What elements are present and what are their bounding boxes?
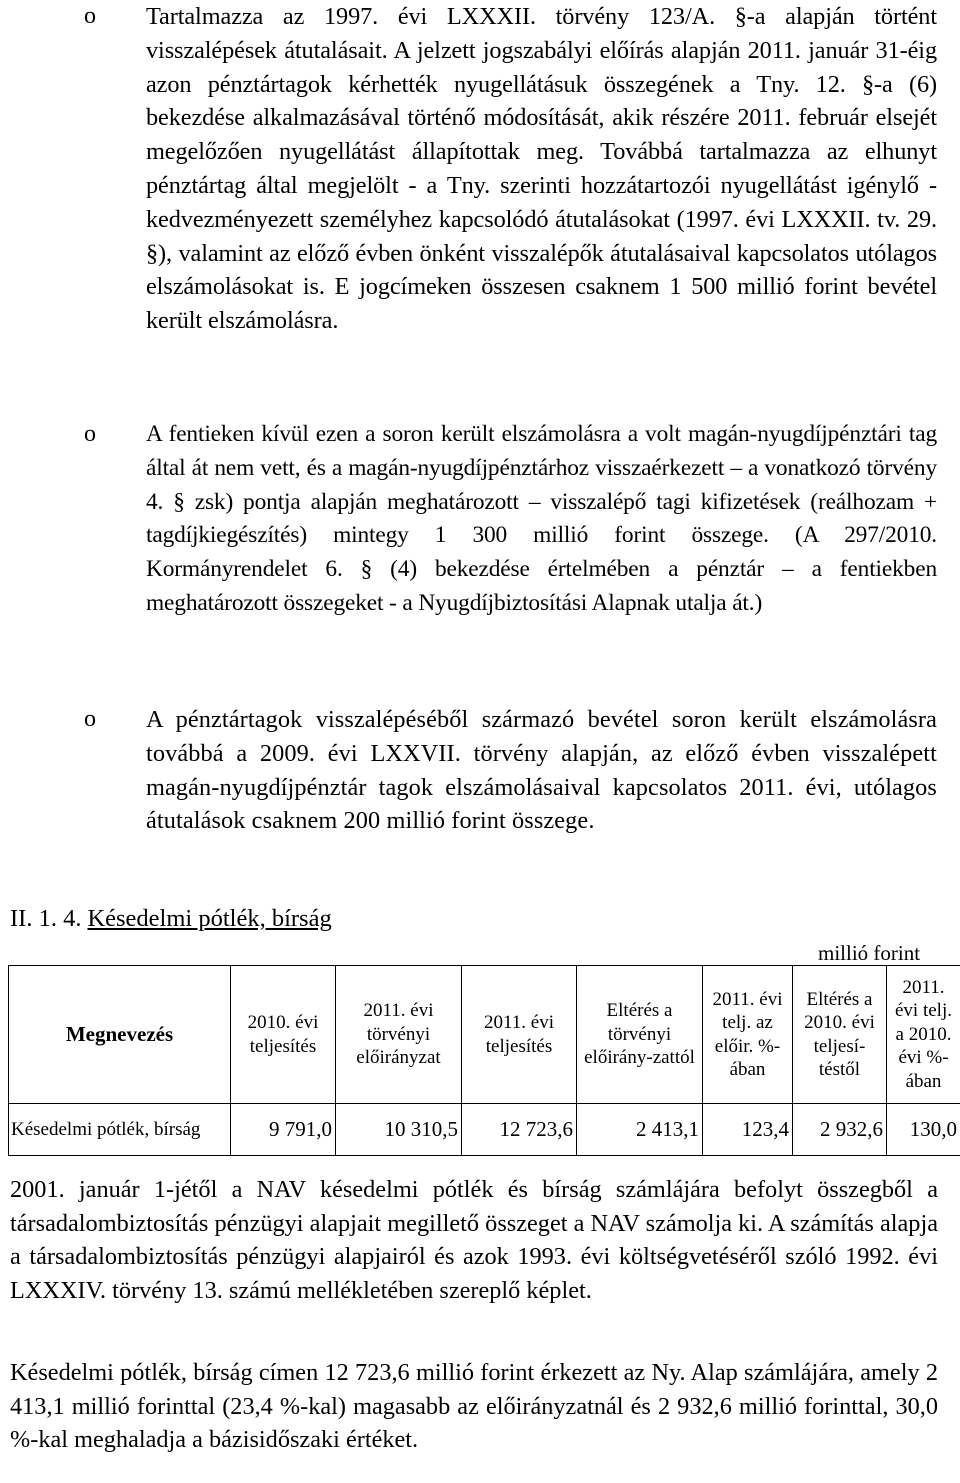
bullet-marker: o [84, 706, 96, 732]
bullet-marker: o [84, 3, 96, 29]
cell-2011-appropriation: 10 310,5 [336, 1104, 462, 1156]
section-heading [10, 902, 332, 936]
data-table [8, 965, 960, 1156]
cell-2011-pct-of-2010: 130,0 [887, 1104, 960, 1156]
body-paragraph: Késedelmi pótlék, bírság címen 12 723,6 millió forint érkezett az Ny. Alap számlájára, amely 2 413,1 millió forinttal (23,4 %-kal) magasabb az előirányzatnál és 2 932,6 millió forinttal, 30,0 %-kal meghaladja a bázisidőszaki értéket. [10, 1359, 938, 1454]
table-unit-label: millió forint [818, 941, 921, 965]
cell-2011-pct-of-appropriation: 123,4 [703, 1104, 793, 1156]
cell-deviation-from-2010: 2 932,6 [793, 1104, 887, 1156]
bullet-text: A pénztártagok visszalépéséből származó bevétel soron került elszámolásra továbbá a 2009. évi LXXVII. törvény alapján, az előző évben visszalépett magán-nyugdíjpénztár tagok elszámolásaival kapcsolatos 2011. évi, utólagos átutalások csaknem 200 millió forint összege. [146, 706, 937, 835]
column-header-2010-actual: 2010. évi teljesítés [231, 966, 336, 1104]
column-header-deviation-from-appropriation: Eltérés a törvényi előirány-zattól [577, 966, 703, 1104]
body-paragraph: 2001. január 1-jétől a NAV késedelmi pótlék és bírság számlájára befolyt összegből a társadalombiztosítás pénzügyi alapjait megillető összeget a NAV számolja ki. A számítás alapja a társadalombiztosítás pénzügyi alapjairól és azok 1993. évi költségvetéséről szóló 1992. évi LXXXIV. törvény 13. számú mellékletében szereplő képlet. [10, 1176, 938, 1304]
cell-2010-actual: 9 791,0 [231, 1104, 336, 1156]
column-header-2011-pct-of-appropriation: 2011. évi telj. az előir. %-ában [703, 966, 793, 1104]
table-row [9, 1104, 960, 1156]
column-header-2011-pct-of-2010: 2011. évi telj. a 2010. évi %-ában [887, 966, 960, 1104]
row-label: Késedelmi pótlék, bírság [9, 1104, 231, 1156]
column-header-2011-appropriation: 2011. évi törvényi előirányzat [336, 966, 462, 1104]
section-title: Késedelmi pótlék, bírság [87, 905, 332, 932]
cell-2011-actual: 12 723,6 [462, 1104, 577, 1156]
column-header-2011-actual: 2011. évi teljesítés [462, 966, 577, 1104]
table-header-row [9, 966, 960, 1104]
cell-deviation-from-appropriation: 2 413,1 [577, 1104, 703, 1156]
bullet-marker: o [84, 421, 96, 447]
section-number: II. 1. 4. [10, 905, 82, 932]
bullet-text: Tartalmazza az 1997. évi LXXXII. törvény 123/A. §-a alapján történt visszalépések átutalásait. A jelzett jogszabályi előírás alapján 2011. január 31-éig azon pénztártagok kérhették nyugellátásuk összegének a Tny. 12. §-a (6) bekezdése alkalmazásával történő módosítását, akik részére 2011. február elsejét megelőzően nyugellátást állapítottak meg. Továbbá tartalmazza az elhunyt pénztártag által megjelölt - a Tny. szerinti hozzátartozói nyugellátást igénylő - kedvezményezett személyhez kapcsolódó átutalásokat (1997. évi LXXXII. tv. 29. §), valamint az előző évben önként visszalépők átutalásaival kapcsolatos utólagos elszámolásokat is. E jogcímeken összesen csaknem 1 500 millió forint bevétel került elszámolásra. [146, 3, 937, 335]
column-header-deviation-from-2010: Eltérés a 2010. évi teljesí-téstől [793, 966, 887, 1104]
column-header-name: Megnevezés [9, 966, 231, 1104]
bullet-text: A fentieken kívül ezen a soron került elszámolásra a volt magán-nyugdíjpénztári tag által át nem vett, és a magán-nyugdíjpénztárhoz visszaérkezett – a vonatkozó törvény 4. § zsk) pontja alapján meghatározott – visszalépő tagi kifizetések (reálhozam + tagdíjkiegészítés) mintegy 1 300 millió forint összege. (A 297/2010. Kormányrendelet 6. § (4) bekezdése értelmében a pénztár – a fentiekben meghatározott összegeket - a Nyugdíjbiztosítási Alapnak utalja át.) [146, 421, 937, 616]
